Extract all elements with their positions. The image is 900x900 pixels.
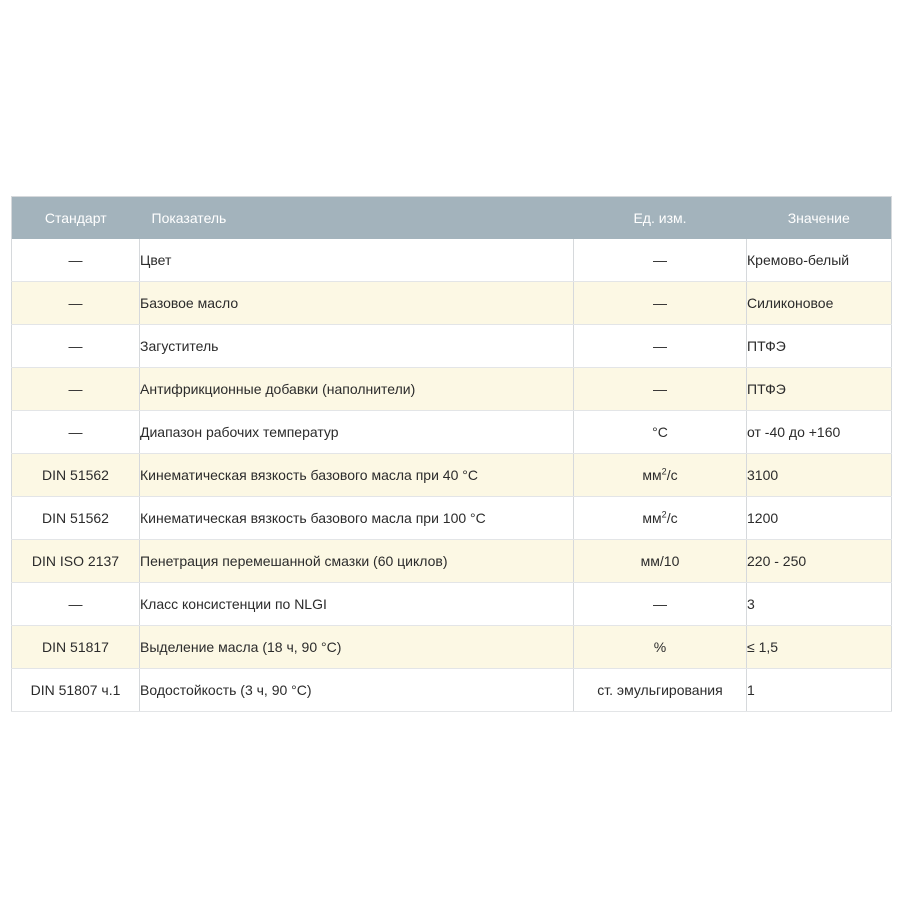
cell-standard: — [12, 368, 140, 411]
table-row [12, 583, 892, 626]
table-row [12, 497, 892, 540]
unit-text: мм [642, 510, 662, 526]
cell-unit [574, 282, 747, 325]
cell-value: ПТФЭ [747, 368, 892, 411]
cell-unit [574, 540, 747, 583]
header-row [12, 197, 892, 240]
unit-superscript: 2 [661, 509, 667, 520]
cell-value: 3100 [747, 454, 892, 497]
cell-parameter: Цвет [140, 239, 574, 282]
table-row [12, 239, 892, 282]
cell-value: Кремово-белый [747, 239, 892, 282]
cell-value: 3 [747, 583, 892, 626]
cell-parameter: Пенетрация перемешанной смазки (60 циклов) [140, 540, 574, 583]
unit-text: % [653, 639, 667, 655]
unit-text: — [653, 381, 667, 397]
cell-standard: DIN ISO 2137 [12, 540, 140, 583]
table-row [12, 282, 892, 325]
cell-parameter: Выделение масла (18 ч, 90 °С) [140, 626, 574, 669]
table-row [12, 454, 892, 497]
cell-standard: DIN 51807 ч.1 [12, 669, 140, 712]
cell-value: ПТФЭ [747, 325, 892, 368]
cell-unit [574, 368, 747, 411]
cell-standard: — [12, 239, 140, 282]
cell-standard: — [12, 583, 140, 626]
header-parameter: Показатель [140, 197, 574, 240]
cell-unit [574, 325, 747, 368]
header-value: Значение [747, 197, 892, 240]
unit-text: — [653, 295, 667, 311]
cell-unit [574, 454, 747, 497]
cell-value: Силиконовое [747, 282, 892, 325]
cell-standard: — [12, 325, 140, 368]
cell-value: ≤ 1,5 [747, 626, 892, 669]
cell-standard: DIN 51562 [12, 454, 140, 497]
cell-parameter: Базовое масло [140, 282, 574, 325]
table-row [12, 325, 892, 368]
unit-text: ст. эмульгирования [597, 682, 723, 698]
unit-text: мм/10 [640, 553, 680, 569]
cell-standard: DIN 51817 [12, 626, 140, 669]
unit-text: — [653, 252, 667, 268]
cell-unit [574, 626, 747, 669]
cell-unit [574, 411, 747, 454]
cell-parameter: Антифрикционные добавки (наполнители) [140, 368, 574, 411]
cell-parameter: Водостойкость (3 ч, 90 °С) [140, 669, 574, 712]
unit-text: мм [642, 467, 662, 483]
cell-value: 1200 [747, 497, 892, 540]
cell-parameter: Загуститель [140, 325, 574, 368]
cell-unit [574, 497, 747, 540]
table-row [12, 669, 892, 712]
unit-text: — [653, 596, 667, 612]
table-body [12, 239, 892, 712]
table-row [12, 626, 892, 669]
unit-suffix: /с [666, 467, 678, 483]
cell-standard: — [12, 411, 140, 454]
unit-suffix: /с [666, 510, 678, 526]
cell-value: 1 [747, 669, 892, 712]
table-row [12, 368, 892, 411]
spec-table [11, 196, 892, 712]
header-unit: Ед. изм. [574, 197, 747, 240]
cell-unit [574, 583, 747, 626]
unit-text: °С [652, 424, 668, 440]
header-standard: Стандарт [12, 197, 140, 240]
cell-parameter: Диапазон рабочих температур [140, 411, 574, 454]
table-header [12, 197, 892, 240]
table-row [12, 411, 892, 454]
cell-standard: DIN 51562 [12, 497, 140, 540]
unit-superscript: 2 [661, 466, 667, 477]
table-row [12, 540, 892, 583]
cell-parameter: Класс консистенции по NLGI [140, 583, 574, 626]
cell-unit [574, 669, 747, 712]
cell-value: от -40 до +160 [747, 411, 892, 454]
cell-parameter: Кинематическая вязкость базового масла при 40 °С [140, 454, 574, 497]
cell-unit [574, 239, 747, 282]
cell-value: 220 - 250 [747, 540, 892, 583]
cell-parameter: Кинематическая вязкость базового масла при 100 °С [140, 497, 574, 540]
unit-text: — [653, 338, 667, 354]
cell-standard: — [12, 282, 140, 325]
